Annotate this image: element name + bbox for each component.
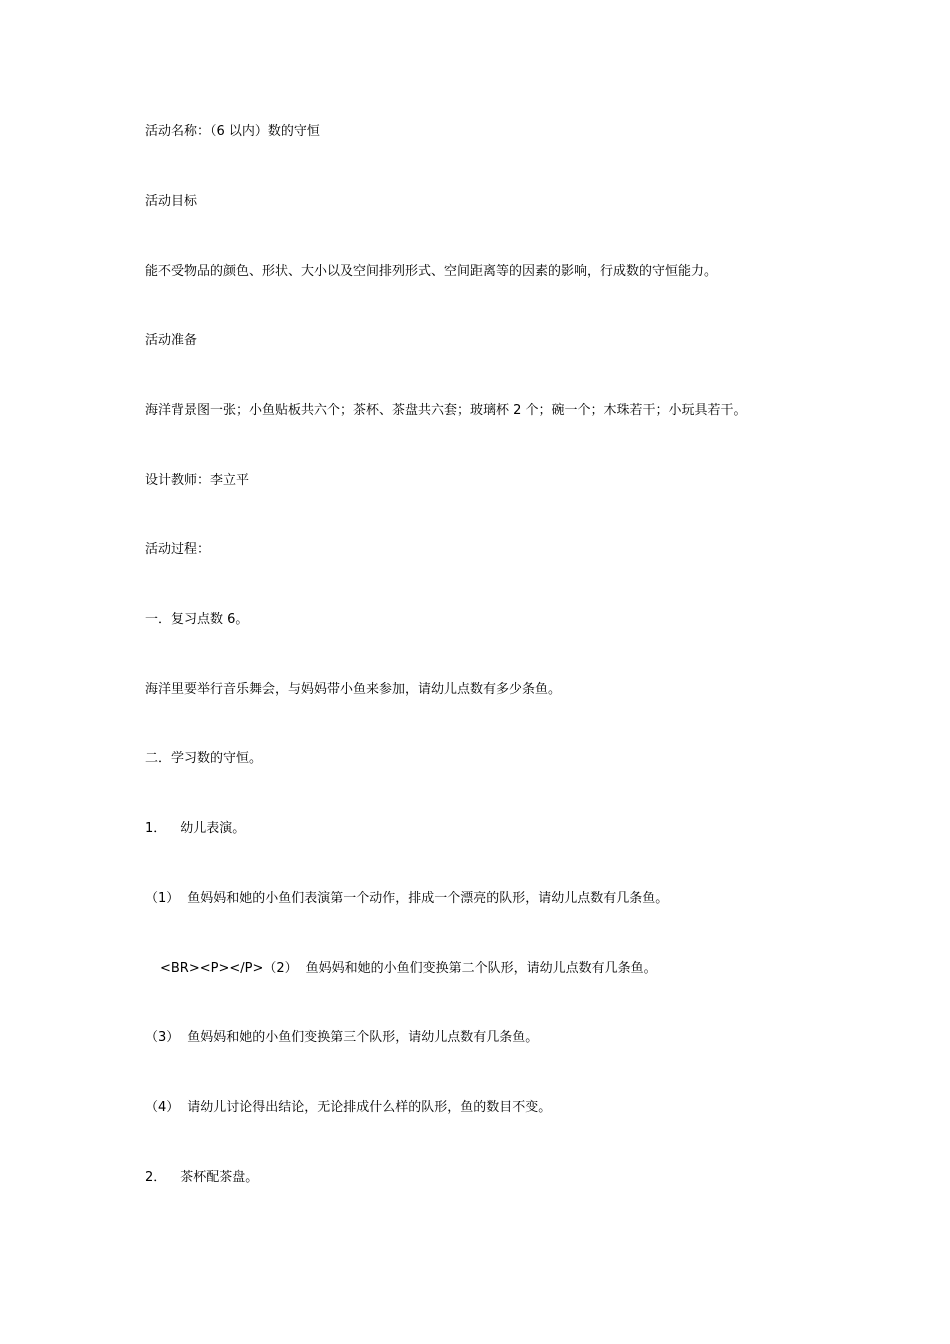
sub-item-2 [160, 960, 657, 978]
sub-item-4 [145, 1099, 551, 1117]
section-one-title: 一．复习点数 6。 [145, 612, 249, 627]
sub-item-1 [145, 890, 668, 908]
item-2-text: 茶杯配茶盘。 [180, 1170, 259, 1185]
section-two-title: 二．学习数的守恒。 [145, 751, 263, 766]
sub-item-3-text: 鱼妈妈和她的小鱼们变换第三个队形，请幼儿点数有几条鱼。 [187, 1030, 539, 1045]
sub-item-2-prefix: <BR><P></P>（2） [160, 961, 298, 976]
goal-heading: 活动目标 [145, 194, 198, 209]
sub-item-2-text: 鱼妈妈和她的小鱼们变换第二个队形，请幼儿点数有几条鱼。 [305, 961, 657, 976]
activity-name: 活动名称：（6 以内）数的守恒 [145, 124, 320, 139]
sub-item-3-number: （3） [145, 1030, 180, 1045]
item-1-text: 幼儿表演。 [180, 821, 246, 836]
sub-item-1-number: （1） [145, 891, 180, 906]
prep-heading: 活动准备 [145, 333, 198, 348]
sub-item-1-text: 鱼妈妈和她的小鱼们表演第一个动作，排成一个漂亮的队形，请幼儿点数有几条鱼。 [187, 891, 669, 906]
item-2-number: 2． [145, 1170, 167, 1185]
item-1-number: 1． [145, 821, 167, 836]
goal-text: 能不受物品的颜色、形状、大小以及空间排列形式、空间距离等的因素的影响，行成数的守恒能力。 [145, 264, 718, 279]
section-one-text: 海洋里要举行音乐舞会，与妈妈带小鱼来参加，请幼儿点数有多少条鱼。 [145, 682, 562, 697]
sub-item-4-number: （4） [145, 1100, 180, 1115]
item-1 [145, 820, 245, 838]
item-2 [145, 1169, 258, 1187]
sub-item-4-text: 请幼儿讨论得出结论，无论排成什么样的队形，鱼的数目不变。 [187, 1100, 552, 1115]
process-heading: 活动过程： [145, 542, 211, 557]
prep-text: 海洋背景图一张；小鱼贴板共六个；茶杯、茶盘共六套；玻璃杯 2 个；碗一个；木珠若干；小玩具若干。 [145, 403, 747, 418]
teacher-line: 设计教师：李立平 [145, 473, 250, 488]
sub-item-3 [145, 1029, 538, 1047]
